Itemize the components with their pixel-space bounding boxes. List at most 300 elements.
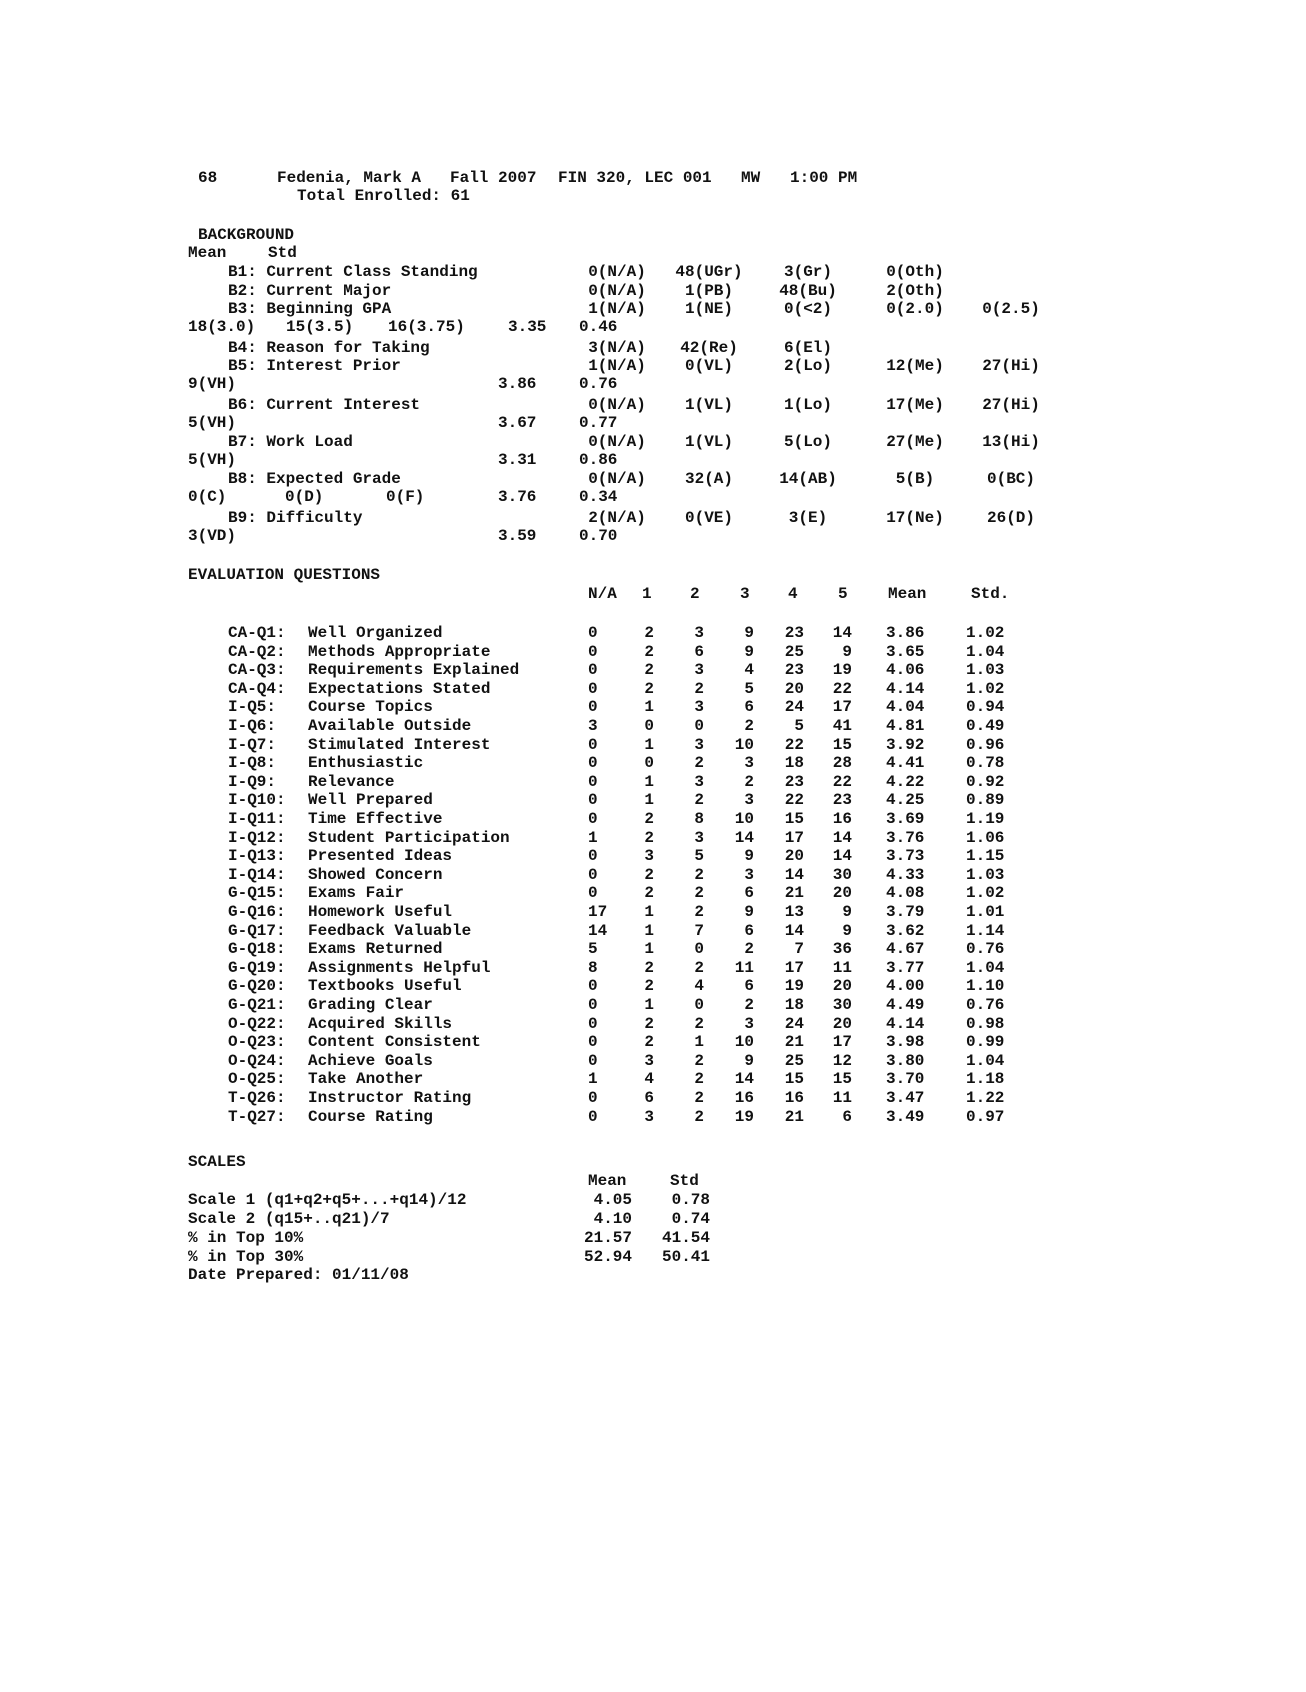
evaluation-count-2: 6: [694, 643, 704, 661]
evaluation-count-3: 16: [734, 1089, 754, 1107]
background-mean-value: 3.86: [498, 375, 537, 393]
evaluation-count-3: 19: [734, 1108, 754, 1126]
background-std-value: 0.70: [579, 527, 618, 545]
evaluation-count-4: 25: [784, 643, 804, 661]
evaluation-na-count: 0: [588, 624, 598, 642]
evaluation-count-1: 2: [644, 977, 654, 995]
evaluation-count-2: 3: [694, 736, 704, 754]
evaluation-count-5: 22: [832, 773, 852, 791]
scale-mean: 52.94: [583, 1248, 632, 1266]
background-wrapped-option: 9(VH): [188, 375, 237, 393]
background-item-label: B4: Reason for Taking: [228, 339, 430, 357]
evaluation-question-label: Well Prepared: [308, 791, 433, 809]
course-section: FIN 320, LEC 001: [558, 169, 712, 187]
evaluation-count-4: 15: [784, 1070, 804, 1088]
evaluation-count-2: 2: [694, 1108, 704, 1126]
evaluation-std: 1.04: [966, 643, 1005, 661]
meeting-days: MW: [741, 169, 761, 187]
evaluation-na-count: 14: [588, 922, 608, 940]
background-option-count: 17(Ne): [886, 509, 944, 527]
evaluation-question-label: Grading Clear: [308, 996, 433, 1014]
evaluation-count-2: 3: [694, 698, 704, 716]
evaluation-na-count: 0: [588, 996, 598, 1014]
evaluation-na-count: 0: [588, 1052, 598, 1070]
evaluation-std: 1.01: [966, 903, 1005, 921]
evaluation-mean: 4.08: [886, 884, 925, 902]
evaluation-count-2: 0: [694, 996, 704, 1014]
background-option-count: 27(Hi): [982, 396, 1040, 414]
evaluation-count-3: 3: [744, 754, 754, 772]
background-wrapped-option: 0(F): [386, 488, 425, 506]
evaluation-count-4: 23: [784, 661, 804, 679]
evaluation-heading: EVALUATION QUESTIONS: [188, 566, 381, 584]
evaluation-count-5: 15: [832, 736, 852, 754]
evaluation-count-2: 0: [694, 717, 704, 735]
scale-std: 0.74: [671, 1210, 710, 1228]
evaluation-question-code: G-Q19:: [228, 959, 286, 977]
background-option-count: 0(VL): [684, 357, 733, 375]
evaluation-question-label: Achieve Goals: [308, 1052, 433, 1070]
background-option-count: 0(2.5): [982, 300, 1040, 318]
evaluation-count-5: 17: [832, 698, 852, 716]
evaluation-question-label: Take Another: [308, 1070, 424, 1088]
background-wrapped-option: 3(VD): [188, 527, 237, 545]
evaluation-count-5: 20: [832, 977, 852, 995]
evaluation-std: 1.04: [966, 1052, 1005, 1070]
evaluation-count-1: 3: [644, 847, 654, 865]
background-option-count: 1(NE): [684, 300, 733, 318]
evaluation-na-count: 0: [588, 884, 598, 902]
evaluation-mean: 3.79: [886, 903, 925, 921]
evaluation-count-5: 19: [832, 661, 852, 679]
evaluation-count-1: 2: [644, 884, 654, 902]
evaluation-count-4: 20: [784, 847, 804, 865]
evaluation-count-4: 23: [784, 773, 804, 791]
scale-label: Scale 1 (q1+q2+q5+...+q14)/12: [188, 1191, 467, 1209]
scales-heading: SCALES: [188, 1153, 246, 1171]
evaluation-count-1: 1: [644, 698, 654, 716]
evaluation-question-label: Instructor Rating: [308, 1089, 472, 1107]
background-option-count: 0(<2): [783, 300, 832, 318]
background-option-count: 14(AB): [779, 470, 837, 488]
evaluation-question-code: I-Q8:: [228, 754, 277, 772]
evaluation-question-label: Course Topics: [308, 698, 433, 716]
scale-label: % in Top 30%: [188, 1248, 304, 1266]
evaluation-count-3: 9: [744, 903, 754, 921]
evaluation-count-5: 28: [832, 754, 852, 772]
background-option-count: 0(N/A): [588, 263, 646, 281]
evaluation-count-1: 2: [644, 829, 654, 847]
evaluation-count-5: 36: [832, 940, 852, 958]
evaluation-count-4: 13: [784, 903, 804, 921]
evaluation-question-code: G-Q15:: [228, 884, 286, 902]
background-option-count: 1(Lo): [783, 396, 832, 414]
evaluation-std: 1.02: [966, 624, 1005, 642]
evaluation-count-4: 16: [784, 1089, 804, 1107]
evaluation-count-2: 2: [694, 1052, 704, 1070]
evaluation-count-2: 0: [694, 940, 704, 958]
background-option-count: 1(VL): [684, 396, 733, 414]
scales-std-label: Std: [670, 1172, 699, 1190]
evaluation-question-code: O-Q22:: [228, 1015, 286, 1033]
evaluation-question-label: Showed Concern: [308, 866, 443, 884]
evaluation-mean: 4.81: [886, 717, 925, 735]
scale-mean: 21.57: [583, 1229, 632, 1247]
evaluation-count-2: 4: [694, 977, 704, 995]
evaluation-std: 1.03: [966, 866, 1005, 884]
evaluation-count-4: 14: [784, 922, 804, 940]
evaluation-count-5: 20: [832, 884, 852, 902]
evaluation-question-code: I-Q13:: [228, 847, 286, 865]
evaluation-question-code: CA-Q2:: [228, 643, 286, 661]
evaluation-column-header: 3: [740, 585, 750, 603]
background-option-count: 0(2.0): [886, 300, 944, 318]
evaluation-count-1: 2: [644, 1015, 654, 1033]
evaluation-count-4: 5: [794, 717, 804, 735]
evaluation-std: 1.22: [966, 1089, 1005, 1107]
evaluation-count-2: 2: [694, 791, 704, 809]
background-std-value: 0.77: [579, 414, 618, 432]
evaluation-count-5: 15: [832, 1070, 852, 1088]
evaluation-question-code: O-Q25:: [228, 1070, 286, 1088]
evaluation-question-code: T-Q26:: [228, 1089, 286, 1107]
background-option-count: 26(D): [986, 509, 1035, 527]
background-item-label: B8: Expected Grade: [228, 470, 401, 488]
evaluation-na-count: 0: [588, 773, 598, 791]
background-option-count: 1(VL): [684, 433, 733, 451]
evaluation-count-3: 4: [744, 661, 754, 679]
evaluation-count-1: 3: [644, 1052, 654, 1070]
background-item-label: B2: Current Major: [228, 282, 392, 300]
evaluation-question-label: Acquired Skills: [308, 1015, 453, 1033]
evaluation-question-code: T-Q27:: [228, 1108, 286, 1126]
evaluation-question-code: O-Q24:: [228, 1052, 286, 1070]
evaluation-column-header: 5: [838, 585, 848, 603]
background-option-count: 2(Oth): [886, 282, 944, 300]
evaluation-mean: 4.14: [886, 680, 925, 698]
evaluation-mean: 3.65: [886, 643, 925, 661]
evaluation-mean: 3.49: [886, 1108, 925, 1126]
evaluation-count-1: 2: [644, 680, 654, 698]
evaluation-count-4: 24: [784, 698, 804, 716]
evaluation-std: 0.76: [966, 940, 1005, 958]
evaluation-count-2: 2: [694, 959, 704, 977]
evaluation-count-5: 14: [832, 624, 852, 642]
evaluation-count-1: 1: [644, 996, 654, 1014]
background-option-count: 5(B): [895, 470, 935, 488]
evaluation-count-2: 3: [694, 661, 704, 679]
background-wrapped-option: 18(3.0): [188, 318, 256, 336]
evaluation-count-5: 9: [842, 643, 852, 661]
evaluation-count-1: 2: [644, 643, 654, 661]
evaluation-na-count: 0: [588, 736, 598, 754]
evaluation-na-count: 1: [588, 829, 598, 847]
evaluation-mean: 3.69: [886, 810, 925, 828]
background-option-count: 1(PB): [684, 282, 733, 300]
background-item-label: B1: Current Class Standing: [228, 263, 478, 281]
evaluation-count-1: 1: [644, 940, 654, 958]
evaluation-question-code: G-Q20:: [228, 977, 286, 995]
evaluation-count-4: 18: [784, 754, 804, 772]
instructor-name: Fedenia, Mark A: [277, 169, 422, 187]
evaluation-question-label: Course Rating: [308, 1108, 433, 1126]
evaluation-question-label: Student Participation: [308, 829, 510, 847]
evaluation-count-3: 2: [744, 717, 754, 735]
evaluation-question-code: I-Q6:: [228, 717, 277, 735]
evaluation-count-5: 14: [832, 847, 852, 865]
evaluation-count-2: 3: [694, 773, 704, 791]
evaluation-question-label: Relevance: [308, 773, 395, 791]
background-mean-value: 3.31: [498, 451, 537, 469]
evaluation-na-count: 0: [588, 698, 598, 716]
evaluation-question-code: O-Q23:: [228, 1033, 286, 1051]
background-wrapped-option: 0(D): [285, 488, 324, 506]
evaluation-mean: 3.73: [886, 847, 925, 865]
evaluation-std: 0.98: [966, 1015, 1005, 1033]
background-mean-label: Mean: [188, 244, 227, 262]
evaluation-na-count: 0: [588, 680, 598, 698]
background-item-label: B3: Beginning GPA: [228, 300, 392, 318]
evaluation-mean: 4.25: [886, 791, 925, 809]
evaluation-count-1: 2: [644, 661, 654, 679]
evaluation-count-4: 19: [784, 977, 804, 995]
evaluation-mean: 4.41: [886, 754, 925, 772]
evaluation-count-5: 12: [832, 1052, 852, 1070]
evaluation-count-2: 2: [694, 903, 704, 921]
background-option-count: 27(Hi): [982, 357, 1040, 375]
evaluation-count-5: 11: [832, 1089, 852, 1107]
background-option-count: 6(El): [783, 339, 832, 357]
evaluation-na-count: 5: [588, 940, 598, 958]
evaluation-question-label: Time Effective: [308, 810, 443, 828]
evaluation-count-4: 20: [784, 680, 804, 698]
evaluation-count-5: 11: [832, 959, 852, 977]
evaluation-mean: 3.98: [886, 1033, 925, 1051]
evaluation-count-4: 25: [784, 1052, 804, 1070]
background-option-count: 48(Bu): [779, 282, 837, 300]
evaluation-mean: 3.80: [886, 1052, 925, 1070]
evaluation-mean: 4.33: [886, 866, 925, 884]
evaluation-count-3: 9: [744, 643, 754, 661]
evaluation-na-count: 0: [588, 754, 598, 772]
background-mean-value: 3.67: [498, 414, 537, 432]
evaluation-column-header: 1: [642, 585, 652, 603]
evaluation-question-label: Feedback Valuable: [308, 922, 472, 940]
evaluation-count-4: 22: [784, 736, 804, 754]
evaluation-na-count: 8: [588, 959, 598, 977]
evaluation-na-count: 0: [588, 1108, 598, 1126]
evaluation-question-code: I-Q7:: [228, 736, 277, 754]
scale-std: 0.78: [671, 1191, 710, 1209]
evaluation-std: 1.06: [966, 829, 1005, 847]
evaluation-std: 0.94: [966, 698, 1005, 716]
background-option-count: 32(A): [684, 470, 733, 488]
evaluation-std: 1.02: [966, 884, 1005, 902]
background-option-count: 0(N/A): [588, 282, 646, 300]
evaluation-count-5: 23: [832, 791, 852, 809]
evaluation-std: 1.15: [966, 847, 1005, 865]
background-heading: BACKGROUND: [198, 226, 295, 244]
evaluation-count-2: 2: [694, 680, 704, 698]
background-std-value: 0.34: [579, 488, 618, 506]
evaluation-mean: 4.06: [886, 661, 925, 679]
evaluation-na-count: 0: [588, 866, 598, 884]
evaluation-count-1: 1: [644, 903, 654, 921]
evaluation-count-2: 3: [694, 829, 704, 847]
evaluation-mean: 4.04: [886, 698, 925, 716]
background-wrapped-option: 16(3.75): [388, 318, 465, 336]
evaluation-na-count: 1: [588, 1070, 598, 1088]
scale-label: Scale 2 (q15+..q21)/7: [188, 1210, 390, 1228]
evaluation-count-4: 21: [784, 884, 804, 902]
evaluation-column-header: 2: [690, 585, 700, 603]
evaluation-mean: 4.14: [886, 1015, 925, 1033]
background-option-count: 12(Me): [886, 357, 944, 375]
evaluation-std: 1.14: [966, 922, 1005, 940]
evaluation-count-5: 30: [832, 996, 852, 1014]
evaluation-std: 1.03: [966, 661, 1005, 679]
evaluation-count-5: 41: [832, 717, 852, 735]
evaluation-count-5: 20: [832, 1015, 852, 1033]
scale-std: 50.41: [661, 1248, 710, 1266]
background-std-value: 0.86: [579, 451, 618, 469]
evaluation-std: 0.76: [966, 996, 1005, 1014]
evaluation-count-5: 9: [842, 903, 852, 921]
evaluation-mean: 3.76: [886, 829, 925, 847]
evaluation-count-1: 1: [644, 773, 654, 791]
background-item-label: B7: Work Load: [228, 433, 353, 451]
background-option-count: 2(Lo): [783, 357, 832, 375]
evaluation-std: 0.92: [966, 773, 1005, 791]
background-item-label: B9: Difficulty: [228, 509, 363, 527]
evaluation-std: 0.49: [966, 717, 1005, 735]
evaluation-question-label: Exams Fair: [308, 884, 405, 902]
evaluation-count-1: 2: [644, 1033, 654, 1051]
background-option-count: 0(N/A): [588, 433, 646, 451]
background-option-count: 0(N/A): [588, 396, 646, 414]
evaluation-na-count: 0: [588, 661, 598, 679]
evaluation-count-1: 0: [644, 717, 654, 735]
evaluation-std: 0.89: [966, 791, 1005, 809]
background-option-count: 1(N/A): [588, 357, 646, 375]
scale-mean: 4.10: [593, 1210, 632, 1228]
evaluation-na-count: 0: [588, 810, 598, 828]
evaluation-na-count: 0: [588, 791, 598, 809]
evaluation-count-3: 14: [734, 829, 754, 847]
evaluation-question-label: Exams Returned: [308, 940, 443, 958]
evaluation-count-4: 15: [784, 810, 804, 828]
evaluation-question-code: I-Q12:: [228, 829, 286, 847]
background-std-label: Std: [268, 244, 297, 262]
scale-std: 41.54: [661, 1229, 710, 1247]
evaluation-std: 0.78: [966, 754, 1005, 772]
evaluation-column-header: 4: [788, 585, 798, 603]
background-option-count: 13(Hi): [982, 433, 1040, 451]
evaluation-question-label: Homework Useful: [308, 903, 453, 921]
evaluation-count-2: 2: [694, 1089, 704, 1107]
background-mean-value: 3.59: [498, 527, 537, 545]
evaluation-question-code: G-Q18:: [228, 940, 286, 958]
evaluation-count-4: 17: [784, 829, 804, 847]
evaluation-na-count: 3: [588, 717, 598, 735]
evaluation-count-1: 3: [644, 1108, 654, 1126]
evaluation-count-5: 17: [832, 1033, 852, 1051]
evaluation-count-4: 21: [784, 1033, 804, 1051]
background-std-value: 0.76: [579, 375, 618, 393]
term: Fall 2007: [450, 169, 537, 187]
evaluation-question-label: Methods Appropriate: [308, 643, 491, 661]
evaluation-count-1: 6: [644, 1089, 654, 1107]
evaluation-count-2: 2: [694, 1015, 704, 1033]
evaluation-std: 1.10: [966, 977, 1005, 995]
evaluation-count-3: 9: [744, 1052, 754, 1070]
report-number: 68: [198, 169, 218, 187]
evaluation-count-5: 16: [832, 810, 852, 828]
evaluation-count-3: 14: [734, 1070, 754, 1088]
evaluation-std: 1.19: [966, 810, 1005, 828]
evaluation-question-code: G-Q17:: [228, 922, 286, 940]
evaluation-question-code: G-Q16:: [228, 903, 286, 921]
evaluation-na-count: 0: [588, 847, 598, 865]
background-item-label: B6: Current Interest: [228, 396, 421, 414]
background-option-count: 0(BC): [986, 470, 1035, 488]
scales-mean-label: Mean: [588, 1172, 627, 1190]
background-wrapped-option: 5(VH): [188, 414, 237, 432]
background-option-count: 0(Oth): [886, 263, 944, 281]
evaluation-count-3: 10: [734, 736, 754, 754]
evaluation-question-label: Available Outside: [308, 717, 472, 735]
evaluation-mean: 3.70: [886, 1070, 925, 1088]
evaluation-count-3: 3: [744, 791, 754, 809]
evaluation-count-3: 9: [744, 847, 754, 865]
background-option-count: 3(E): [788, 509, 828, 527]
evaluation-count-1: 1: [644, 791, 654, 809]
evaluation-std: 0.99: [966, 1033, 1005, 1051]
evaluation-na-count: 0: [588, 643, 598, 661]
evaluation-std: 1.02: [966, 680, 1005, 698]
evaluation-count-3: 11: [734, 959, 754, 977]
evaluation-count-2: 3: [694, 624, 704, 642]
background-option-count: 27(Me): [886, 433, 944, 451]
evaluation-na-count: 17: [588, 903, 608, 921]
evaluation-count-1: 2: [644, 959, 654, 977]
evaluation-count-2: 2: [694, 754, 704, 772]
background-std-value: 0.46: [579, 318, 618, 336]
evaluation-std: 0.97: [966, 1108, 1005, 1126]
evaluation-count-4: 17: [784, 959, 804, 977]
evaluation-std: 0.96: [966, 736, 1005, 754]
meeting-time: 1:00 PM: [790, 169, 858, 187]
evaluation-column-header: Mean: [888, 585, 927, 603]
evaluation-question-code: I-Q14:: [228, 866, 286, 884]
evaluation-question-label: Stimulated Interest: [308, 736, 491, 754]
evaluation-count-1: 2: [644, 810, 654, 828]
background-mean-value: 3.76: [498, 488, 537, 506]
evaluation-count-4: 7: [794, 940, 804, 958]
evaluation-na-count: 0: [588, 1033, 598, 1051]
evaluation-question-code: I-Q9:: [228, 773, 277, 791]
evaluation-std: 1.04: [966, 959, 1005, 977]
total-enrolled: Total Enrolled: 61: [297, 187, 470, 205]
evaluation-count-4: 22: [784, 791, 804, 809]
evaluation-mean: 4.67: [886, 940, 925, 958]
evaluation-question-label: Well Organized: [308, 624, 443, 642]
evaluation-count-2: 5: [694, 847, 704, 865]
evaluation-question-code: CA-Q1:: [228, 624, 286, 642]
evaluation-count-5: 30: [832, 866, 852, 884]
evaluation-count-3: 2: [744, 940, 754, 958]
evaluation-question-label: Presented Ideas: [308, 847, 453, 865]
